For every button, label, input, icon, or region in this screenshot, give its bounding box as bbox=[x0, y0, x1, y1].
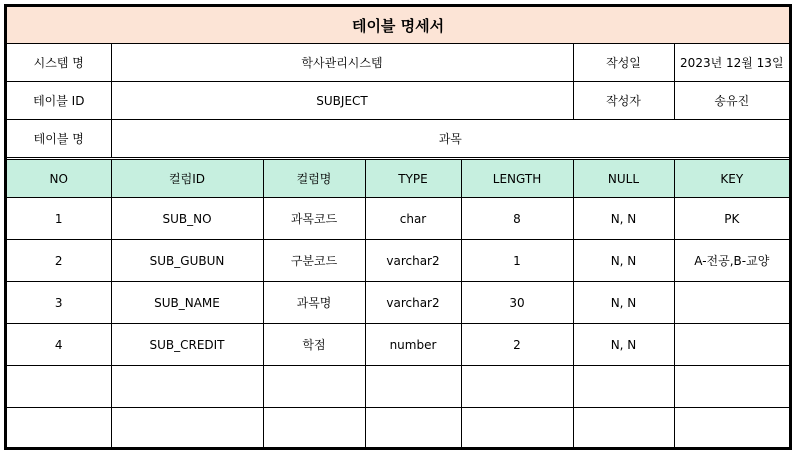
table-row bbox=[7, 408, 789, 450]
cell-column-id bbox=[111, 408, 263, 450]
cell-column-name: 구분코드 bbox=[263, 240, 365, 282]
date-label: 작성일 bbox=[573, 44, 674, 82]
header-null: NULL bbox=[573, 159, 674, 198]
cell-null bbox=[573, 366, 674, 408]
table-row bbox=[7, 282, 789, 324]
table-name-value: 과목 bbox=[111, 120, 789, 159]
cell-key bbox=[674, 324, 789, 366]
system-row bbox=[7, 44, 789, 82]
cell-null: N, N bbox=[573, 198, 674, 240]
cell-no: 2 bbox=[7, 240, 111, 282]
table-id-label: 테이블 ID bbox=[7, 82, 111, 120]
cell-null: N, N bbox=[573, 324, 674, 366]
system-name-label: 시스템 명 bbox=[7, 44, 111, 82]
header-no: NO bbox=[7, 159, 111, 198]
cell-null: N, N bbox=[573, 240, 674, 282]
table-row bbox=[7, 198, 789, 240]
cell-length bbox=[461, 366, 573, 408]
date-value: 2023년 12월 13일 bbox=[674, 44, 789, 82]
spec-table bbox=[7, 7, 789, 449]
cell-column-id: SUB_GUBUN bbox=[111, 240, 263, 282]
cell-column-id: SUB_NO bbox=[111, 198, 263, 240]
header-type: TYPE bbox=[365, 159, 461, 198]
cell-key bbox=[674, 366, 789, 408]
table-id-row bbox=[7, 82, 789, 120]
cell-type: char bbox=[365, 198, 461, 240]
cell-no: 3 bbox=[7, 282, 111, 324]
cell-no: 1 bbox=[7, 198, 111, 240]
table-id-value: SUBJECT bbox=[111, 82, 573, 120]
table-name-row bbox=[7, 120, 789, 159]
cell-key bbox=[674, 282, 789, 324]
author-label: 작성자 bbox=[573, 82, 674, 120]
cell-type: number bbox=[365, 324, 461, 366]
cell-length: 30 bbox=[461, 282, 573, 324]
cell-column-id: SUB_NAME bbox=[111, 282, 263, 324]
title-row bbox=[7, 7, 789, 44]
cell-null: N, N bbox=[573, 282, 674, 324]
cell-type bbox=[365, 408, 461, 450]
cell-column-name: 과목코드 bbox=[263, 198, 365, 240]
cell-column-name: 학점 bbox=[263, 324, 365, 366]
header-column-name: 컬럼명 bbox=[263, 159, 365, 198]
cell-key: A-전공,B-교양 bbox=[674, 240, 789, 282]
column-header-row bbox=[7, 159, 789, 198]
cell-length bbox=[461, 408, 573, 450]
table-row bbox=[7, 240, 789, 282]
cell-null bbox=[573, 408, 674, 450]
table-spec-sheet bbox=[4, 4, 792, 450]
cell-length: 2 bbox=[461, 324, 573, 366]
table-row bbox=[7, 366, 789, 408]
cell-column-name bbox=[263, 408, 365, 450]
cell-column-name bbox=[263, 366, 365, 408]
cell-length: 8 bbox=[461, 198, 573, 240]
cell-key bbox=[674, 408, 789, 450]
system-name-value: 학사관리시스템 bbox=[111, 44, 573, 82]
cell-column-id bbox=[111, 366, 263, 408]
cell-column-name: 과목명 bbox=[263, 282, 365, 324]
table-name-label: 테이블 명 bbox=[7, 120, 111, 159]
cell-type: varchar2 bbox=[365, 240, 461, 282]
cell-column-id: SUB_CREDIT bbox=[111, 324, 263, 366]
header-key: KEY bbox=[674, 159, 789, 198]
author-value: 송유진 bbox=[674, 82, 789, 120]
cell-no bbox=[7, 366, 111, 408]
header-column-id: 컬럼ID bbox=[111, 159, 263, 198]
cell-key: PK bbox=[674, 198, 789, 240]
cell-no: 4 bbox=[7, 324, 111, 366]
cell-no bbox=[7, 408, 111, 450]
header-length: LENGTH bbox=[461, 159, 573, 198]
cell-type bbox=[365, 366, 461, 408]
sheet-title: 테이블 명세서 bbox=[7, 7, 789, 44]
cell-type: varchar2 bbox=[365, 282, 461, 324]
table-row bbox=[7, 324, 789, 366]
cell-length: 1 bbox=[461, 240, 573, 282]
